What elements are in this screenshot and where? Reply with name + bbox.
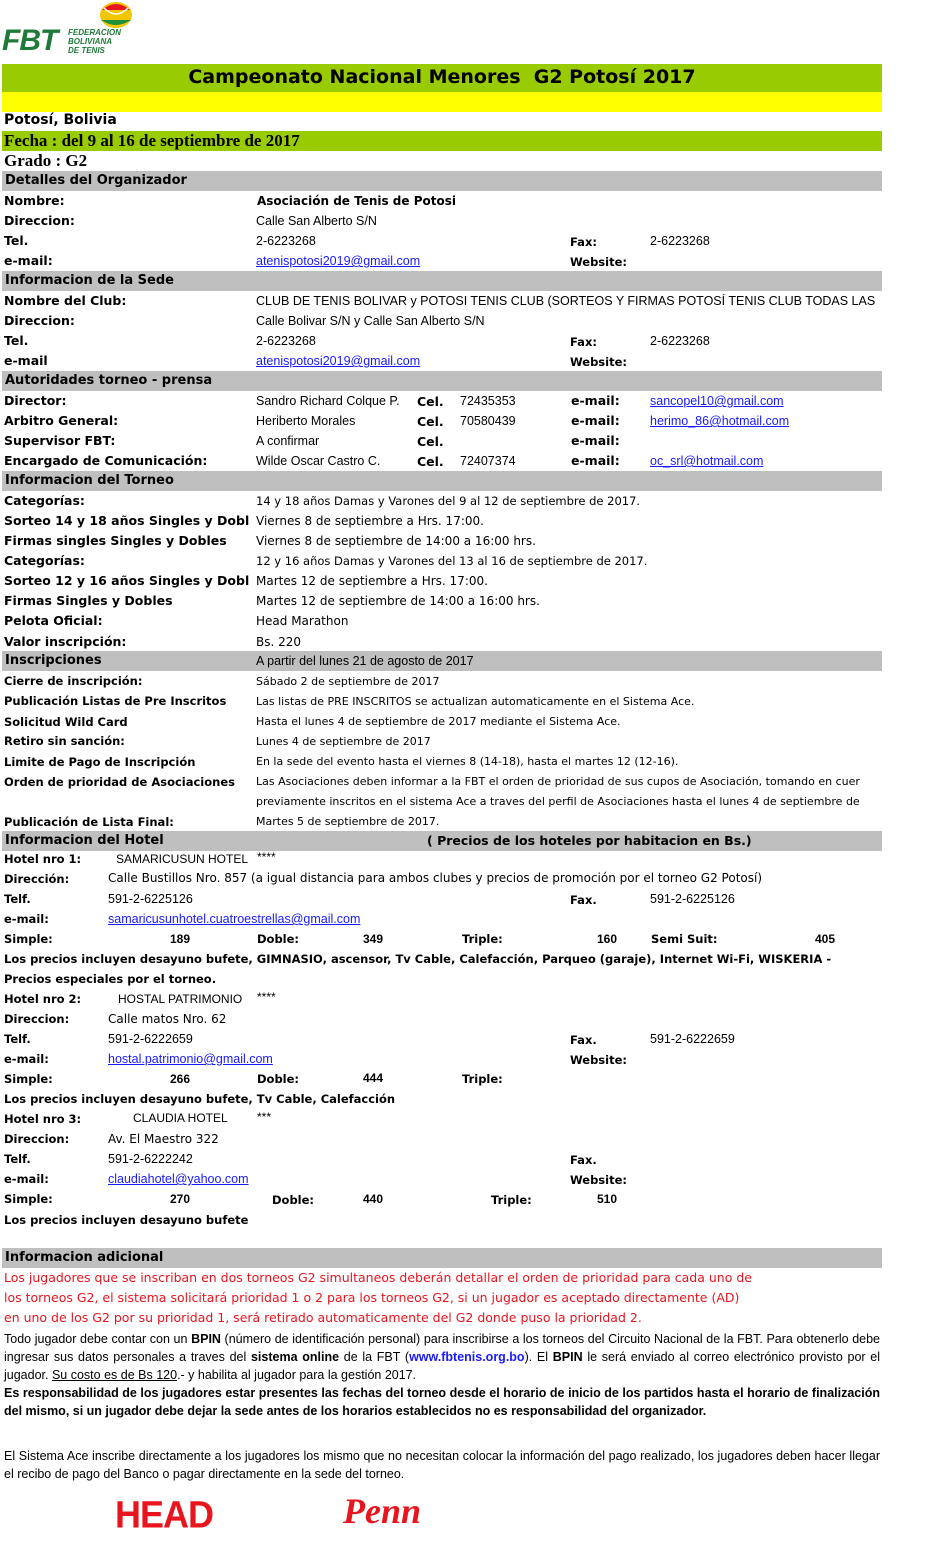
hotel1-name: SAMARICUSUN HOTEL xyxy=(116,852,249,866)
bpin-text-a: Todo jugador debe contar con un xyxy=(4,1332,192,1346)
hotel1-telf: 591-2-6225126 xyxy=(108,892,193,906)
sede-fax: 2-6223268 xyxy=(650,334,710,348)
section-sede: Informacion de la Sede xyxy=(2,271,882,291)
head-logo: HEAD xyxy=(115,1492,214,1536)
torneo-value: 14 y 18 años Damas y Varones del 9 al 12 de septiembre de 2017. xyxy=(256,494,641,508)
sede-fax-label: Fax: xyxy=(570,335,597,349)
logo-line3: DE TENIS xyxy=(68,46,105,55)
section-organizador: Detalles del Organizador xyxy=(2,171,882,191)
hotel2-telf-label: Telf. xyxy=(4,1032,31,1046)
section-autoridades: Autoridades torneo - prensa xyxy=(2,371,882,391)
torneo-value: 12 y 16 años Damas y Varones del 13 al 16 de septiembre de 2017. xyxy=(256,554,648,568)
fbt-website-link[interactable]: www.fbtenis.org.bo xyxy=(409,1350,525,1364)
insc-value: Lunes 4 de septiembre de 2017 xyxy=(256,735,431,748)
auth-name: Wilde Oscar Castro C. xyxy=(256,454,381,468)
hotel2-doble: 444 xyxy=(363,1071,384,1085)
hotel-price-note: ( Precios de los hoteles por habitacion en Bs.) xyxy=(427,833,752,848)
red-note-2: los torneos G2, el sistema solicitará prioridad 1 o 2 para los torneos G2, si un jugador es aceptado directamente (AD) xyxy=(4,1290,740,1305)
hotel3-website-label: Website: xyxy=(570,1173,627,1187)
sede-tel: 2-6223268 xyxy=(256,334,316,348)
insc-label: Publicación Listas de Pre Inscritos xyxy=(4,694,227,708)
hotel1-semi-label: Semi Suit: xyxy=(651,932,718,946)
insc-label: Solicitud Wild Card xyxy=(4,715,128,729)
sede-website-label: Website: xyxy=(570,355,627,369)
torneo-value: Bs. 220 xyxy=(256,635,302,649)
sede-email-label: e-mail xyxy=(4,353,48,368)
auth-email-link[interactable]: sancopel10@gmail.com xyxy=(650,394,784,408)
insc-value: Sábado 2 de septiembre de 2017 xyxy=(256,675,440,688)
torneo-label: Categorías: xyxy=(4,493,85,508)
sistema-online-term: sistema online xyxy=(250,1350,340,1364)
hotel3-fax-label: Fax. xyxy=(570,1153,597,1167)
sede-direccion: Calle Bolivar S/N y Calle San Alberto S/N xyxy=(256,314,485,328)
hotel3-name: CLAUDIA HOTEL xyxy=(133,1111,228,1125)
hotel1-note2: Precios especiales por el torneo. xyxy=(4,972,217,986)
hotel2-doble-label: Doble: xyxy=(257,1072,300,1086)
section-adicional: Informacion adicional xyxy=(2,1248,882,1268)
hotel3-doble: 440 xyxy=(363,1192,384,1206)
hotel1-email-label: e-mail: xyxy=(4,912,49,926)
hotel2-stars: **** xyxy=(257,990,276,1004)
hotel1-triple-label: Triple: xyxy=(462,932,503,946)
torneo-label: Sorteo 12 y 16 años Singles y Dobl xyxy=(4,573,250,588)
hotel1-fax-label: Fax. xyxy=(570,893,597,907)
org-nombre: Asociación de Tenis de Potosi xyxy=(257,194,456,208)
bpin-text-d: ). El xyxy=(524,1350,553,1364)
hotel1-label: Hotel nro 1: xyxy=(4,852,82,866)
hotel3-dir-label: Direccion: xyxy=(4,1132,70,1146)
hotel3-dir: Av. El Maestro 322 xyxy=(108,1132,219,1146)
auth-name: A confirmar xyxy=(256,434,320,448)
org-direccion: Calle San Alberto S/N xyxy=(256,214,377,228)
auth-email-label: e-mail: xyxy=(571,393,620,408)
hotel2-note: Los precios incluyen desayuno bufete, Tv Cable, Calefacción xyxy=(4,1092,396,1106)
hotel1-dir-label: Dirección: xyxy=(4,872,70,886)
bpin-text-c: de la FBT ( xyxy=(339,1350,410,1364)
insc-label: Publicación de Lista Final: xyxy=(4,815,174,829)
hotel3-simple-label: Simple: xyxy=(4,1192,53,1206)
org-email-link[interactable]: atenispotosi2019@gmail.com xyxy=(256,254,421,268)
insc-value: Las Asociaciones deben informar a la FBT el orden de prioridad de sus cupos de Asociación, tomando en cuer xyxy=(256,775,860,788)
sede-club: CLUB DE TENIS BOLIVAR y POTOSI TENIS CLUB (SORTEOS Y FIRMAS POTOSÍ TENIS CLUB TODAS LAS xyxy=(256,294,876,308)
section-inscripciones: Inscripciones xyxy=(2,651,882,671)
hotel1-simple-label: Simple: xyxy=(4,932,53,946)
logo-line1: FEDERACION xyxy=(68,28,121,37)
inscripciones-desde: A partir del lunes 21 de agosto de 2017 xyxy=(256,654,474,668)
org-direccion-label: Direccion: xyxy=(4,213,75,228)
hotel3-email-label: e-mail: xyxy=(4,1172,49,1186)
auth-email-label: e-mail: xyxy=(571,433,620,448)
hotel1-telf-label: Telf. xyxy=(4,892,31,906)
torneo-label: Firmas Singles y Dobles xyxy=(4,593,173,608)
section-torneo: Informacion del Torneo xyxy=(2,471,882,491)
sede-direccion-label: Direccion: xyxy=(4,313,75,328)
hotel1-stars: **** xyxy=(257,850,276,864)
torneo-value: Viernes 8 de septiembre de 14:00 a 16:00 hrs. xyxy=(256,534,536,548)
logo-line2: BOLIVIANA xyxy=(68,37,112,46)
hotel3-email-link[interactable]: claudiahotel@yahoo.com xyxy=(108,1172,249,1186)
org-fax: 2-6223268 xyxy=(650,234,710,248)
tennis-ball-icon xyxy=(98,0,134,30)
hotel2-dir: Calle matos Nro. 62 xyxy=(108,1012,227,1026)
sede-email-link[interactable]: atenispotosi2019@gmail.com xyxy=(256,354,421,368)
sistema-ace-paragraph: El Sistema Ace inscribe directamente a los jugadores los mismo que no necesitan colocar la información del pago realizado, los jugadores deben hacer llegar el recibo de pago del Banco o pagar directamente en la sede del torneo. xyxy=(4,1449,880,1481)
auth-email-link[interactable]: oc_srl@hotmail.com xyxy=(650,454,764,468)
hotel2-label: Hotel nro 2: xyxy=(4,992,82,1006)
hotel3-label: Hotel nro 3: xyxy=(4,1112,82,1126)
bpin-paragraph xyxy=(4,1330,880,1384)
hotel1-doble-label: Doble: xyxy=(257,932,300,946)
hotel1-email-link[interactable]: samaricusunhotel.cuatroestrellas@gmail.com xyxy=(108,912,361,926)
hotel2-dir-label: Direccion: xyxy=(4,1012,70,1026)
insc-value: Martes 5 de septiembre de 2017. xyxy=(256,815,440,828)
yellow-band xyxy=(2,92,882,112)
bpin-term: BPIN xyxy=(191,1332,221,1346)
penn-logo: Penn xyxy=(343,1491,422,1531)
hotel1-note: Los precios incluyen desayuno bufete, GIMNASIO, ascensor, Tv Cable, Calefacción, Parqueo (garaje), Internet Wi-Fi, WISKERIA - xyxy=(4,952,832,966)
hotel2-fax: 591-2-6222659 xyxy=(650,1032,735,1046)
torneo-label: Categorías: xyxy=(4,553,85,568)
hotel3-telf: 591-2-6222242 xyxy=(108,1152,193,1166)
bpin-term-2: BPIN xyxy=(552,1350,583,1364)
hotel3-note: Los precios incluyen desayuno bufete xyxy=(4,1213,249,1227)
page-title: Campeonato Nacional Menores G2 Potosí 2017 xyxy=(188,66,696,88)
hotel1-fax: 591-2-6225126 xyxy=(650,892,735,906)
auth-name: Sandro Richard Colque P. xyxy=(256,394,400,408)
red-note-1: Los jugadores que se inscriban en dos torneos G2 simultaneos deberán detallar el orden de prioridad para cada uno de xyxy=(4,1270,752,1285)
torneo-value: Viernes 8 de septiembre a Hrs. 17:00. xyxy=(256,514,484,528)
hotel2-email-label: e-mail: xyxy=(4,1052,49,1066)
insc-label: Limite de Pago de Inscripción xyxy=(4,755,196,769)
hotel2-telf: 591-2-6222659 xyxy=(108,1032,193,1046)
responsabilidad-paragraph: Es responsabilidad de los jugadores estar presentes las fechas del torneo desde el horario de inicio de los partidos hasta el horario de finalización del mismo, si un jugador debe dejar la sede antes de los horarios establecidos no es responsabilidad del organizador. xyxy=(4,1386,880,1418)
sede-club-label: Nombre del Club: xyxy=(4,293,127,308)
hotel3-doble-label: Doble: xyxy=(272,1193,315,1207)
org-email-label: e-mail: xyxy=(4,253,53,268)
auth-role: Supervisor FBT: xyxy=(4,433,116,448)
insc-label: Cierre de inscripción: xyxy=(4,674,143,688)
grado: Grado : G2 xyxy=(4,151,88,170)
section-hotel: Informacion del Hotel xyxy=(2,831,882,851)
bpin-text-e: le será enviado al correo electrónico provisto por el jugador. xyxy=(4,1350,880,1382)
auth-cel-label: Cel. xyxy=(417,414,444,429)
torneo-value: Martes 12 de septiembre de 14:00 a 16:00 hrs. xyxy=(256,594,540,608)
insc-value: Hasta el lunes 4 de septiembre de 2017 mediante el Sistema Ace. xyxy=(256,715,621,728)
org-tel-label: Tel. xyxy=(4,233,29,248)
auth-cel-label: Cel. xyxy=(417,394,444,409)
auth-email-label: e-mail: xyxy=(571,413,620,428)
insc-value: previamente inscritos en el sistema Ace a traves del perfil de Asociaciones hasta el lunes 4 de septiembre de xyxy=(256,795,860,808)
hotel3-simple: 270 xyxy=(170,1192,191,1206)
hotel1-doble: 349 xyxy=(363,932,384,946)
sede-tel-label: Tel. xyxy=(4,333,29,348)
auth-email-link[interactable]: herimo_86@hotmail.com xyxy=(650,414,790,428)
torneo-label: Valor inscripción: xyxy=(4,634,127,649)
org-tel: 2-6223268 xyxy=(256,234,316,248)
hotel1-semi: 405 xyxy=(815,932,836,946)
hotel2-email-link[interactable]: hostal.patrimonio@gmail.com xyxy=(108,1052,273,1066)
fecha: Fecha : del 9 al 16 de septiembre de 2017 xyxy=(4,131,300,150)
auth-email-label: e-mail: xyxy=(571,453,620,468)
bpin-text-f: .- y habilita al jugador para la gestión 2017. xyxy=(177,1368,417,1382)
hotel1-dir: Calle Bustillos Nro. 857 (a igual distancia para ambos clubes y precios de promoción por el torneo G2 Potosí) xyxy=(108,871,763,885)
auth-cel-label: Cel. xyxy=(417,434,444,449)
hotel2-simple-label: Simple: xyxy=(4,1072,53,1086)
hotel3-triple: 510 xyxy=(597,1192,618,1206)
hotel3-stars: *** xyxy=(257,1110,272,1124)
hotel2-website-label: Website: xyxy=(570,1053,627,1067)
location: Potosí, Bolivia xyxy=(4,112,117,128)
hotel2-simple: 266 xyxy=(170,1072,191,1086)
torneo-label: Sorteo 14 y 18 años Singles y Dobl xyxy=(4,513,250,528)
hotel3-telf-label: Telf. xyxy=(4,1152,31,1166)
auth-role: Director: xyxy=(4,393,67,408)
auth-role: Encargado de Comunicación: xyxy=(4,453,208,468)
insc-label: Orden de prioridad de Asociaciones xyxy=(4,775,235,789)
torneo-label: Pelota Oficial: xyxy=(4,613,103,628)
auth-role: Arbitro General: xyxy=(4,413,119,428)
auth-cel-label: Cel. xyxy=(417,454,444,469)
hotel2-triple-label: Triple: xyxy=(462,1072,503,1086)
torneo-label: Firmas singles Singles y Dobles xyxy=(4,533,227,548)
torneo-value: Head Marathon xyxy=(256,614,349,628)
hotel2-fax-label: Fax. xyxy=(570,1033,597,1047)
fbt-logo xyxy=(2,0,136,58)
torneo-value: Martes 12 de septiembre a Hrs. 17:00. xyxy=(256,574,488,588)
hotel1-simple: 189 xyxy=(170,932,191,946)
auth-cel: 72407374 xyxy=(460,454,516,468)
org-fax-label: Fax: xyxy=(570,235,597,249)
bpin-text-b: (número de identificación personal) para inscribirse a los torneos del Circuito Nacional de la FBT. Para obtenerlo debe ingresar sus datos personales a traves del xyxy=(4,1332,881,1364)
hotel1-triple: 160 xyxy=(597,932,618,946)
auth-cel: 70580439 xyxy=(460,414,516,428)
bpin-cost: Su costo es de Bs 120 xyxy=(51,1368,178,1382)
org-nombre-label: Nombre: xyxy=(4,193,65,208)
insc-value: Las listas de PRE INSCRITOS se actualizan automaticamente en el Sistema Ace. xyxy=(256,695,695,708)
hotel3-triple-label: Triple: xyxy=(491,1193,532,1207)
logo-abbr: FBT xyxy=(2,24,58,57)
auth-name: Heriberto Morales xyxy=(256,414,356,428)
hotel2-name: HOSTAL PATRIMONIO xyxy=(118,992,243,1006)
insc-label: Retiro sin sanción: xyxy=(4,734,125,748)
org-website-label: Website: xyxy=(570,255,627,269)
auth-cel: 72435353 xyxy=(460,394,516,408)
insc-value: En la sede del evento hasta el viernes 8 (14-18), hasta el martes 12 (12-16). xyxy=(256,755,679,768)
red-note-3: en uno de los G2 por su prioridad 1, será retirado automaticamente del G2 donde puso la prioridad 2. xyxy=(4,1310,642,1325)
